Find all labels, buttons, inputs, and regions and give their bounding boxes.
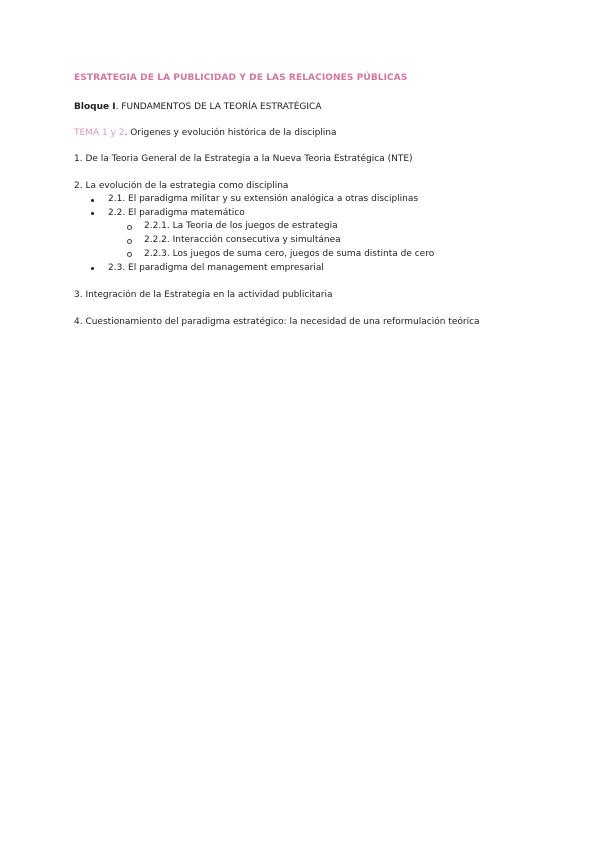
list-item [74,234,574,248]
list-item [74,193,574,207]
tema-heading [74,126,574,140]
list-item-text: 2.2. El paradigma matemático [108,207,245,218]
bullet-icon [91,267,94,270]
document-title: ESTRATEGIA DE LA PUBLICIDAD Y DE LAS RELACIONES PÚBLICAS [74,73,408,83]
section-item-2: 2. La evolución de la estrategia como disciplina [74,181,289,191]
section-2-2-sublist [74,220,574,261]
list-item [74,248,574,262]
list-item [74,220,574,234]
tema-text: . Origenes y evolución histórica de la disciplina [124,128,337,138]
tema-label: TEMA 1 y 2 [74,128,125,138]
list-item [74,207,574,262]
section-item-3: 3. Integración de la Estrategia en la actividad publicitaria [74,290,333,301]
hollow-bullet-icon [127,225,132,230]
list-item-text: 2.2.2. Interacción consecutiva y simultánea [144,235,341,246]
list-item-text: 2.3. El paradigma del management empresarial [108,262,324,273]
section-item-1: 1. De la Teoria General de la Estrategia a la Nueva Teoria Estratégica (NTE) [74,154,413,164]
list-item-text: 2.2.3. Los juegos de suma cero, juegos de suma distinta de cero [144,248,435,259]
block-text: . FUNDAMENTOS DE LA TEORÍA ESTRATÉGICA [115,102,322,112]
block-label: Bloque I [74,102,116,112]
list-item-text: 2.1. El paradigma militar y su extensión analógica a otras disciplinas [108,194,419,204]
hollow-bullet-icon [127,252,132,257]
section-item-4: 4. Cuestionamiento del paradigma estratégico: la necesidad de una reformulación teórica [74,317,480,328]
list-item [74,262,574,276]
document-page [74,70,574,329]
hollow-bullet-icon [127,239,132,244]
list-item-text: 2.2.1. La Teoria de los juegos de estrategia [144,221,338,232]
bullet-icon [91,212,94,215]
block-heading [74,100,574,114]
bullet-icon [91,199,94,202]
section-2-sublist [74,193,574,275]
